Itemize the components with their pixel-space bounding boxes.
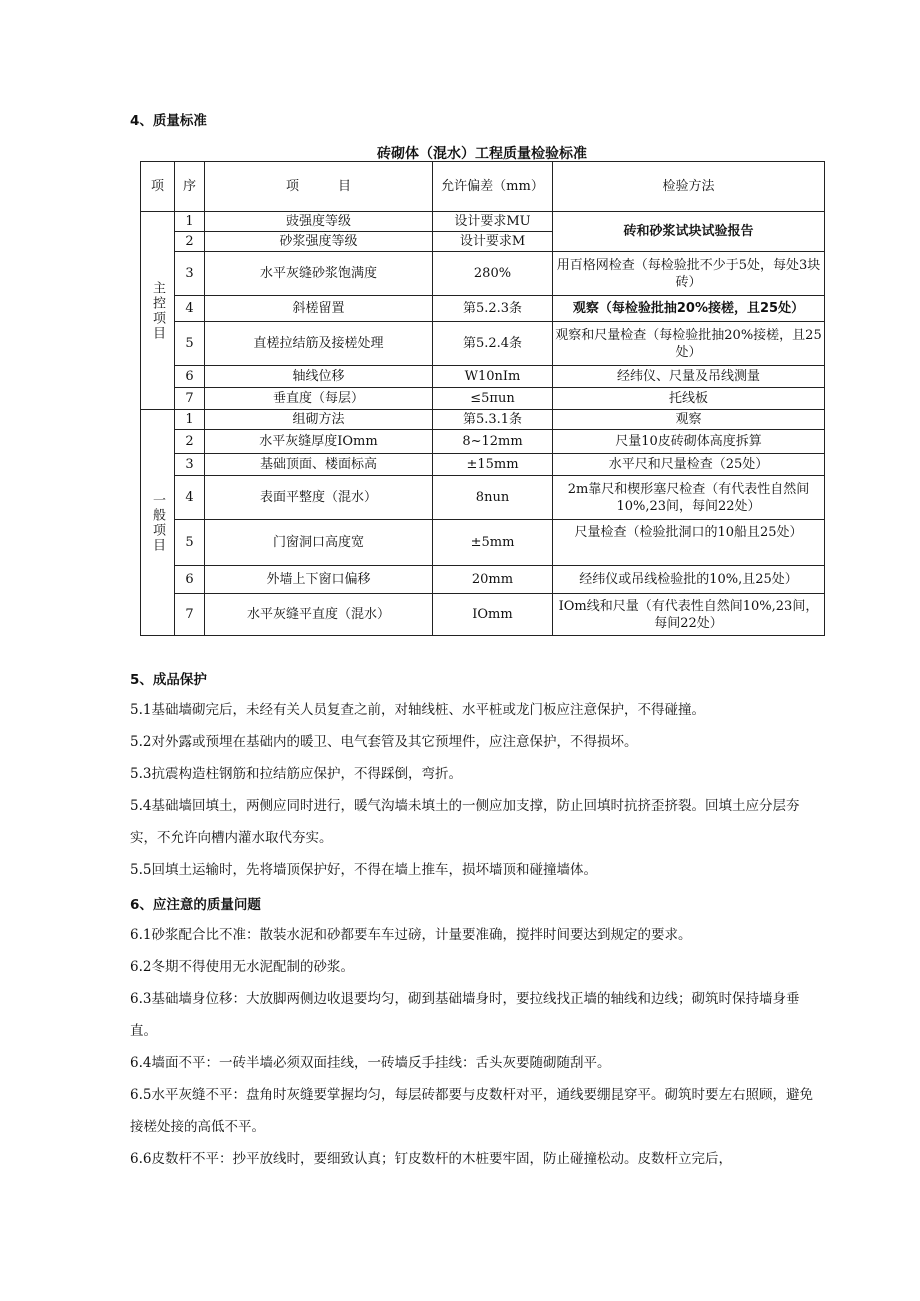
row-seq: 4 bbox=[175, 296, 205, 322]
row-tolerance: 设计要求M bbox=[433, 232, 553, 252]
row-method: 观察 bbox=[553, 410, 825, 430]
row-method: 2m靠尺和楔形塞尺检查（有代表性自然间10%,23间，每间22处） bbox=[553, 476, 825, 520]
row-item: 门窗洞口高度宽 bbox=[205, 520, 433, 566]
row-seq: 6 bbox=[175, 366, 205, 388]
general-category-label: 一般项目 bbox=[150, 492, 165, 553]
row-tolerance: 280% bbox=[433, 252, 553, 296]
row-tolerance: 8nun bbox=[433, 476, 553, 520]
row-seq: 4 bbox=[175, 476, 205, 520]
row-method: 经纬仪或吊线检验批的10%,且25处） bbox=[553, 566, 825, 594]
paragraph-6-2: 6.2冬期不得使用无水泥配制的砂浆。 bbox=[130, 959, 354, 975]
row-seq: 1 bbox=[175, 212, 205, 232]
row-item: 外墙上下窗口偏移 bbox=[205, 566, 433, 594]
table-row bbox=[141, 594, 825, 636]
paragraph-5-5: 5.5回填土运输时，先将墙顶保护好，不得在墙上推车，损坏墙顶和碰撞墙体。 bbox=[130, 862, 597, 878]
row-seq: 3 bbox=[175, 252, 205, 296]
main-category-label: 主控项目 bbox=[150, 280, 165, 341]
row-seq: 5 bbox=[175, 520, 205, 566]
paragraph-6-5: 6.5水平灰缝不平：盘角时灰缝要掌握均匀，每层砖都要与皮数杆对平，通线要绷昆穿平。砌筑时要左右照顾，避免接槎处接的高低不平。 bbox=[130, 1087, 813, 1135]
row-item: 直槎拉结筋及接槎处理 bbox=[205, 322, 433, 366]
row-seq: 5 bbox=[175, 322, 205, 366]
row-item: 表面平整度（混水） bbox=[205, 476, 433, 520]
row-item: 垂直度（每层） bbox=[205, 388, 433, 410]
table-row bbox=[141, 430, 825, 454]
header-category: 项 bbox=[141, 162, 175, 212]
row-method: 水平尺和尺量检查（25处） bbox=[553, 454, 825, 476]
row-tolerance: ±5mm bbox=[433, 520, 553, 566]
main-category-cell bbox=[141, 212, 175, 410]
paragraph-5-3: 5.3抗震构造柱钢筋和拉结筋应保护，不得踩倒，弯折。 bbox=[130, 766, 462, 782]
row-method: 托线板 bbox=[553, 388, 825, 410]
row-tolerance: 第5.2.4条 bbox=[433, 322, 553, 366]
row-tolerance: 20mm bbox=[433, 566, 553, 594]
row-item: 基础顶面、楼面标高 bbox=[205, 454, 433, 476]
row-tolerance: W10nIm bbox=[433, 366, 553, 388]
row-tolerance: ≤5πun bbox=[433, 388, 553, 410]
row-tolerance: 第5.3.1条 bbox=[433, 410, 553, 430]
row-method: IOm线和尺量（有代表性自然间10%,23间，每间22处） bbox=[553, 594, 825, 636]
row-item: 豉强度等级 bbox=[205, 212, 433, 232]
row-seq: 7 bbox=[175, 594, 205, 636]
row-seq: 7 bbox=[175, 388, 205, 410]
table-row bbox=[141, 388, 825, 410]
header-tolerance: 允许偏差（mm） bbox=[433, 162, 553, 212]
section-5-heading: 5、成品保护 bbox=[130, 672, 207, 688]
section-6-heading: 6、应注意的质量问题 bbox=[130, 897, 261, 913]
section-4-heading: 4、质量标准 bbox=[130, 113, 207, 129]
table-row bbox=[141, 566, 825, 594]
paragraph-6-1: 6.1砂浆配合比不准：散装水泥和砂都要车车过磅，计量要准确，搅拌时间要达到规定的要求。 bbox=[130, 927, 692, 943]
row-seq: 3 bbox=[175, 454, 205, 476]
table-row bbox=[141, 212, 825, 232]
paragraph-6-3: 6.3基础墙身位移：大放脚两侧边收退要均匀，砌到基础墙身时，要拉线找正墙的轴线和边线；砌筑时保持墙身垂直。 bbox=[130, 991, 800, 1039]
row-tolerance: 第5.2.3条 bbox=[433, 296, 553, 322]
row-seq: 2 bbox=[175, 430, 205, 454]
table-row bbox=[141, 322, 825, 366]
table-header-row bbox=[141, 162, 825, 212]
paragraph-5-4: 5.4基础墙回填土，两侧应同时进行，暖气沟墙未填土的一侧应加支撑，防止回填时抗挤歪挤裂。回填土应分层夯实，不允许向槽内灌水取代夯实。 bbox=[130, 798, 800, 846]
table-row bbox=[141, 366, 825, 388]
row-tolerance: 设计要求MU bbox=[433, 212, 553, 232]
paragraph-6-6: 6.6皮数杆不平：抄平放线时，要细致认真；钉皮数杆的木桩要牢固，防止碰撞松动。皮数杆立完后， bbox=[130, 1151, 732, 1167]
row-tolerance: ±15mm bbox=[433, 454, 553, 476]
general-category-cell bbox=[141, 410, 175, 636]
row-item: 斜槎留置 bbox=[205, 296, 433, 322]
header-seq: 序 bbox=[175, 162, 205, 212]
table-row bbox=[141, 296, 825, 322]
header-item: 项 目 bbox=[205, 162, 433, 212]
row-method: 观察和尺量检查（每检验批抽20%接槎，且25处） bbox=[553, 322, 825, 366]
row-item: 组砌方法 bbox=[205, 410, 433, 430]
table-caption: 砖砌体（混水）工程质量检验标准 bbox=[377, 146, 587, 162]
row-seq: 2 bbox=[175, 232, 205, 252]
table-row bbox=[141, 476, 825, 520]
quality-standard-table bbox=[140, 161, 825, 636]
table-row bbox=[141, 454, 825, 476]
row-tolerance: IOmm bbox=[433, 594, 553, 636]
row-item: 水平灰缝砂浆饱满度 bbox=[205, 252, 433, 296]
row-seq: 1 bbox=[175, 410, 205, 430]
row-item: 水平灰缝平直度（混水） bbox=[205, 594, 433, 636]
table-row bbox=[141, 520, 825, 566]
header-method: 检验方法 bbox=[553, 162, 825, 212]
row-method: 用百格网检查（每检验批不少于5处，每处3块砖） bbox=[553, 252, 825, 296]
row-method: 尺量10皮砖砌体高度拆算 bbox=[553, 430, 825, 454]
row-item: 水平灰缝厚度IOmm bbox=[205, 430, 433, 454]
table-row bbox=[141, 252, 825, 296]
paragraph-6-4: 6.4墙面不平：一砖半墙必须双面挂线，一砖墙反手挂线：舌头灰要随砌随刮平。 bbox=[130, 1055, 611, 1071]
row-item: 砂浆强度等级 bbox=[205, 232, 433, 252]
row-item: 轴线位移 bbox=[205, 366, 433, 388]
paragraph-5-1: 5.1基础墙砌完后，未经有关人员复查之前，对轴线桩、水平桩或龙门板应注意保护，不得碰撞。 bbox=[130, 702, 705, 718]
row-method: 经纬仪、尺量及吊线测量 bbox=[553, 366, 825, 388]
table-row bbox=[141, 410, 825, 430]
merged-method-cell: 砖和砂浆试块试验报告 bbox=[553, 212, 825, 252]
row-method: 尺量检查（检验批洞口的10船且25处） bbox=[553, 520, 825, 566]
row-tolerance: 8~12mm bbox=[433, 430, 553, 454]
paragraph-5-2: 5.2对外露或预埋在基础内的暖卫、电气套管及其它预埋件，应注意保护，不得损坏。 bbox=[130, 734, 638, 750]
row-seq: 6 bbox=[175, 566, 205, 594]
row-method: 观察（每检验批抽20%接槎，且25处） bbox=[553, 296, 825, 322]
